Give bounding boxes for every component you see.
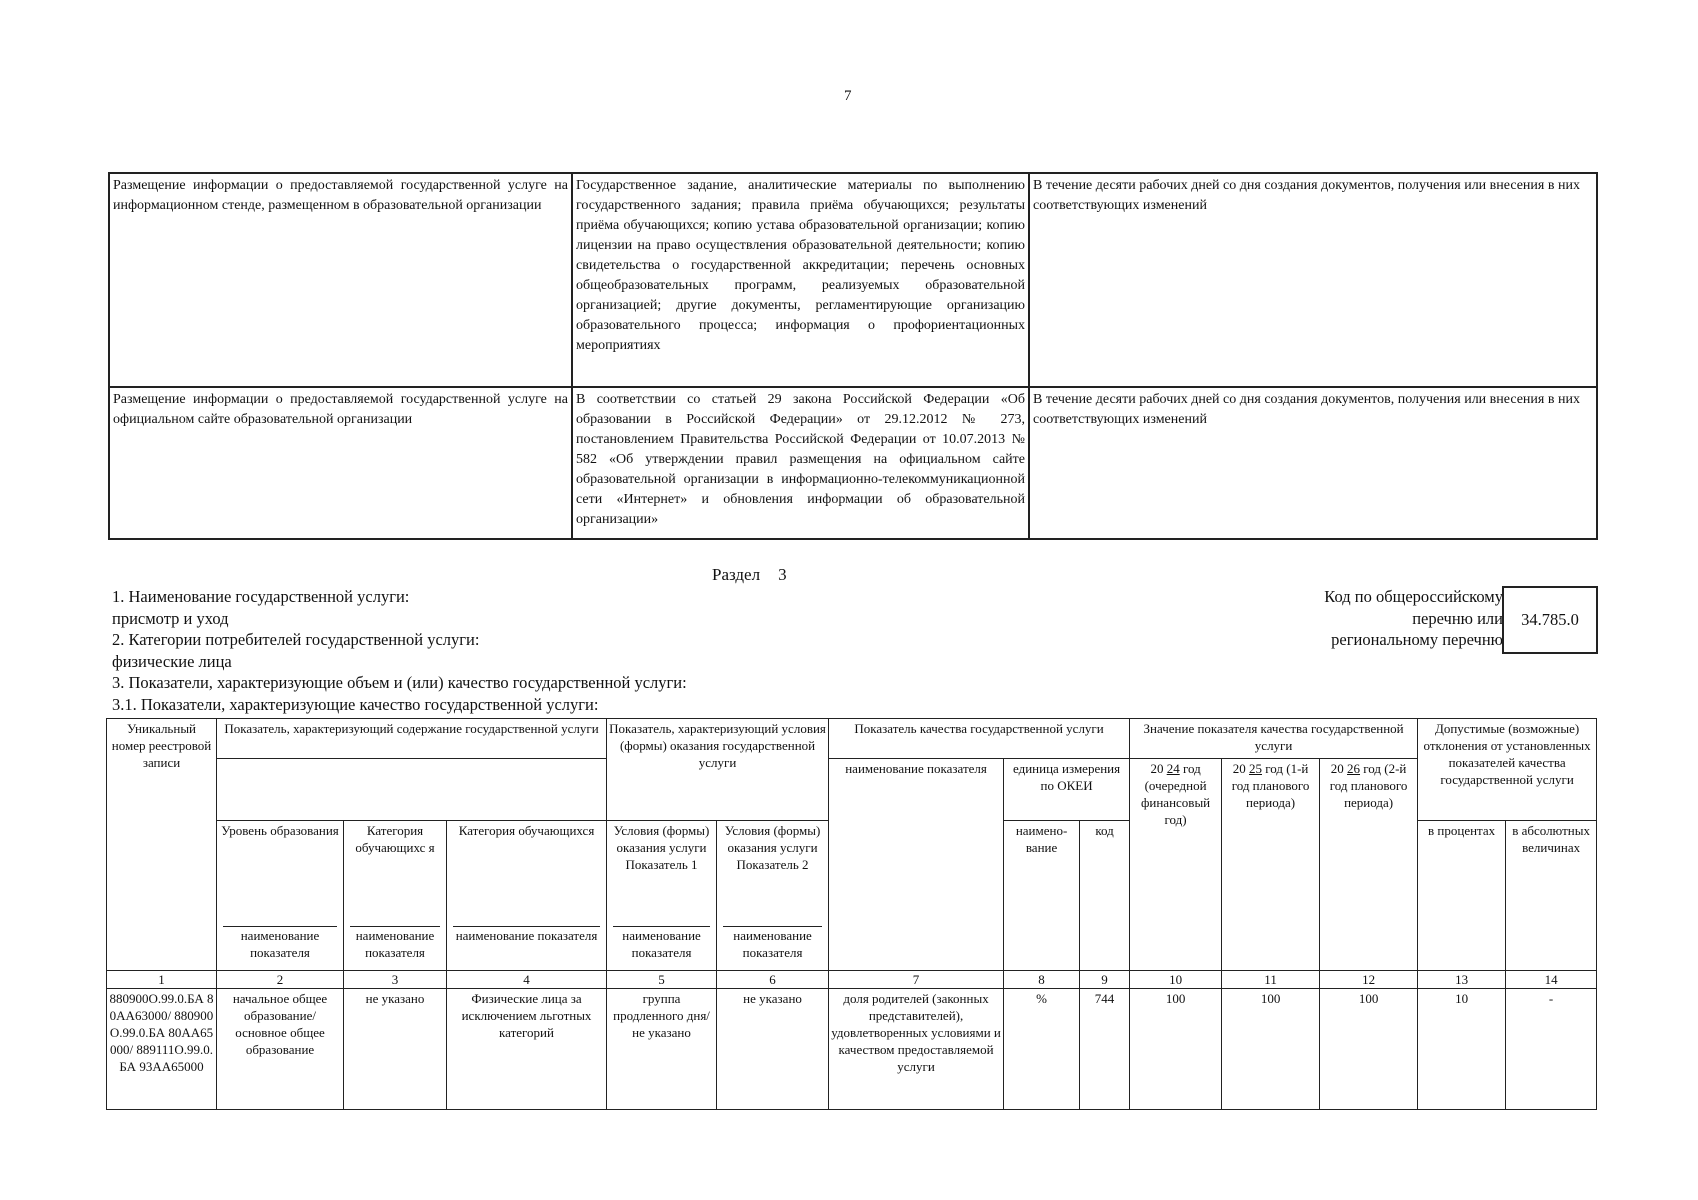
header-year-1: 20 24 год (очередной финансовый год) xyxy=(1130,759,1222,971)
info-content-cell: Государственное задание, аналитические материалы по выполнению государственного задания; правила приёма обучающихся; результаты приёма обучающихся; копию устава образовательной организации; копию лицензии на право осуществления образовательной деятельности; копию свидетельства о государственной аккредитации; перечень основных общеобразовательных программ, реализуемых образовательной организацией; другие документы, регламентирующие организацию образовательного процесса; информация о профориентационных мероприятиях xyxy=(572,173,1029,387)
header-condition-2: Условия (формы) оказания услуги Показатель 2 наименование показателя xyxy=(717,821,829,971)
header-category-2: Категория обучающихся наименование показателя xyxy=(447,821,607,971)
cell-deviation-percent: 10 xyxy=(1418,989,1506,1110)
cell-unique-number: 880900О.99.0.БА 80АА63000/ 880900О.99.0.БА 80АА65000/ 889111О.99.0.БА 93АА65000 xyxy=(107,989,217,1110)
cell-indicator: доля родителей (законных представителей), удовлетворенных условиями и качеством предоставляемой услуги xyxy=(829,989,1004,1110)
header-deviation-percent: в процентах xyxy=(1418,821,1506,971)
cell-value-year-3: 100 xyxy=(1320,989,1418,1110)
header-quality: Показатель качества государственной услуги xyxy=(829,719,1130,759)
cell-value-year-1: 100 xyxy=(1130,989,1222,1110)
service-name-value: присмотр и уход xyxy=(112,608,229,628)
info-content-cell: В соответствии со статьей 29 закона Российской Федерации «Об образовании в Российской Федерации» от 29.12.2012 № 273, постановлением Правительства Российской Федерации от 10.07.2013 № 582 «Об утверждении правил размещения на официальном сайте образовательной организации в информационно-телекоммуникационной сети «Интернет» и обновления информации об образовательной организации» xyxy=(572,387,1029,539)
header-category-1: Категория обучающихс я наименование показателя xyxy=(344,821,447,971)
header-value: Значение показателя качества государственной услуги xyxy=(1130,719,1418,759)
header-content: Показатель, характеризующий содержание государственной услуги xyxy=(217,719,607,759)
page-number: 7 xyxy=(844,88,852,104)
indicators-label: 3. Показатели, характеризующие объем и (или) качество государственной услуги: xyxy=(112,673,687,692)
header-deviation: Допустимые (возможные) отклонения от установленных показателей качества государственной услуги xyxy=(1418,719,1597,821)
cell-unit-name: % xyxy=(1004,989,1080,1110)
section-label: Раздел xyxy=(712,565,761,584)
quality-table xyxy=(106,718,1597,1110)
info-method-cell: Размещение информации о предоставляемой государственной услуге на информационном стенде, размещенном в образовательной организации xyxy=(109,173,572,387)
registry-code-label: Код по общероссийскому перечню или региональному перечню xyxy=(1324,587,1503,649)
header-level: Уровень образования наименование показателя xyxy=(217,821,344,971)
header-year-2: 20 25 год (1-й год планового периода) xyxy=(1222,759,1320,971)
header-unit-name: наимено- вание xyxy=(1004,821,1080,971)
header-row xyxy=(107,759,1597,821)
table-row xyxy=(109,387,1597,539)
section-heading xyxy=(712,565,787,585)
section-description xyxy=(112,586,1012,715)
header-row xyxy=(107,719,1597,759)
consumers-value: физические лица xyxy=(112,651,232,671)
cell-condition-2: не указано xyxy=(717,989,829,1110)
header-unit-code: код xyxy=(1080,821,1130,971)
service-name-label: 1. Наименование государственной услуги: xyxy=(112,587,410,606)
registry-code-box: 34.785.0 xyxy=(1502,586,1598,654)
info-frequency-cell: В течение десяти рабочих дней со дня создания документов, получения или внесения в них соответствующих изменений xyxy=(1029,173,1597,387)
info-table xyxy=(108,172,1598,540)
header-unit: единица измерения по ОКЕИ xyxy=(1004,759,1130,821)
header-conditions: Показатель, характеризующий условия (формы) оказания государственной услуги xyxy=(607,719,829,821)
table-row xyxy=(107,989,1597,1110)
header-year-3: 20 26 год (2-й год планового периода) xyxy=(1320,759,1418,971)
header-deviation-absolute: в абсолютных величинах xyxy=(1506,821,1597,971)
header-condition-1: Условия (формы) оказания услуги Показатель 1 наименование показателя xyxy=(607,821,717,971)
table-row xyxy=(109,173,1597,387)
consumers-label: 2. Категории потребителей государственной услуги: xyxy=(112,630,480,649)
quality-indicators-label: 3.1. Показатели, характеризующие качество государственной услуги: xyxy=(112,694,599,714)
column-number-row: 1 2 3 4 5 6 7 8 9 10 11 12 13 14 xyxy=(107,971,1597,989)
header-indicator-name: наименование показателя xyxy=(829,759,1004,971)
cell-value-year-2: 100 xyxy=(1222,989,1320,1110)
cell-deviation-absolute: - xyxy=(1506,989,1597,1110)
cell-unit-code: 744 xyxy=(1080,989,1130,1110)
info-method-cell: Размещение информации о предоставляемой государственной услуге на официальном сайте образовательной организации xyxy=(109,387,572,539)
cell-category-1: не указано xyxy=(344,989,447,1110)
cell-category-2: Физические лица за исключением льготных категорий xyxy=(447,989,607,1110)
cell-condition-1: группа продленного дня/ не указано xyxy=(607,989,717,1110)
cell-level: начальное общее образование/ основное общее образование xyxy=(217,989,344,1110)
info-frequency-cell: В течение десяти рабочих дней со дня создания документов, получения или внесения в них соответствующих изменений xyxy=(1029,387,1597,539)
section-number: 3 xyxy=(778,565,787,584)
header-unique-number: Уникальный номер реестровой записи xyxy=(107,719,217,971)
